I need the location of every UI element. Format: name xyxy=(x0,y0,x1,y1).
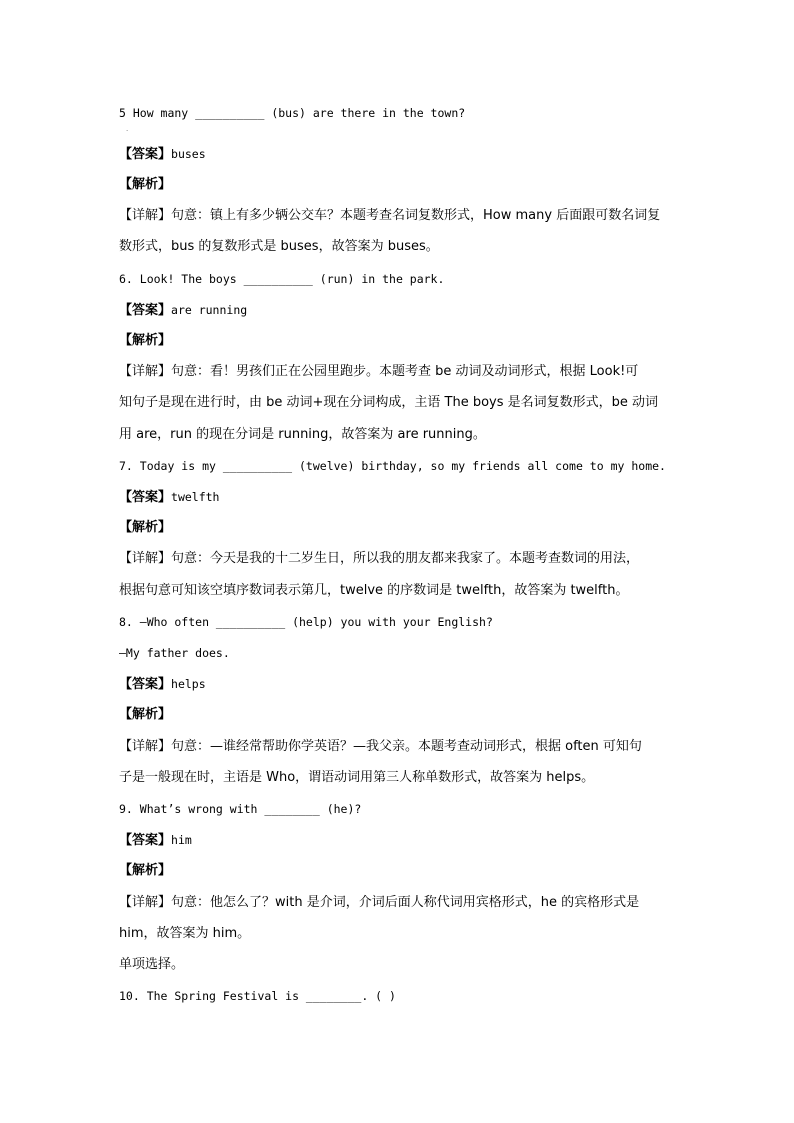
question-6: 6. Look! The boys __________ (run) in the park. xyxy=(119,272,445,286)
question-8-response: —My father does. xyxy=(119,646,230,660)
analysis-label: 【解析】 xyxy=(119,333,172,348)
detail-line: 根据句意可知该空填序数词表示第几，twelve 的序数词是 twelfth，故答案为 twelfth。 xyxy=(119,583,629,598)
answer-text: helps xyxy=(171,677,206,691)
analysis-label: 【解析】 xyxy=(119,707,172,722)
answer-label: 【答案】 xyxy=(119,490,172,505)
detail-line: him，故答案为 him。 xyxy=(119,926,251,941)
answer-text: are running xyxy=(171,303,248,317)
analysis-label: 【解析】 xyxy=(119,863,172,878)
detail-line: 用 are，run 的现在分词是 running，故答案为 are running。 xyxy=(119,427,486,442)
answer-text: him xyxy=(171,833,192,847)
detail-line: 数形式，bus 的复数形式是 buses，故答案为 buses。 xyxy=(119,239,439,254)
section-heading: 单项选择。 xyxy=(119,957,185,972)
answer-label: 【答案】 xyxy=(119,303,172,318)
question-5: 5 How many __________ (bus) are there in the town? xyxy=(119,106,466,120)
detail-line: 【详解】句意：今天是我的十二岁生日，所以我的朋友都来我家了。本题考查数词的用法， xyxy=(119,551,640,566)
answer-line-7 xyxy=(119,488,219,507)
analysis-label: 【解析】 xyxy=(119,520,172,535)
detail-line: 知句子是现在进行时，由 be 动词+现在分词构成，主语 The boys 是名词复数形式，be 动词 xyxy=(119,395,659,410)
question-7: 7. Today is my __________ (twelve) birthday, so my friends all come to my home. xyxy=(119,459,666,473)
answer-text: buses xyxy=(171,147,206,161)
stray-dot: . xyxy=(126,125,129,133)
answer-line-8 xyxy=(119,675,206,694)
answer-line-6 xyxy=(119,301,247,320)
answer-label: 【答案】 xyxy=(119,833,172,848)
detail-line: 子是一般现在时，主语是 Who，谓语动词用第三人称单数形式，故答案为 helps。 xyxy=(119,770,595,785)
question-10: 10. The Spring Festival is ________. ( ) xyxy=(119,989,396,1003)
answer-label: 【答案】 xyxy=(119,147,172,162)
answer-label: 【答案】 xyxy=(119,677,172,692)
detail-line: 【详解】句意：—谁经常帮助你学英语？—我父亲。本题考查动词形式，根据 often 可知句 xyxy=(119,739,642,754)
question-9: 9. What’s wrong with ________ (he)? xyxy=(119,802,362,816)
question-8: 8. —Who often __________ (help) you with your English? xyxy=(119,615,493,629)
detail-line: 【详解】句意：他怎么了？with 是介词，介词后面人称代词用宾格形式，he 的宾格形式是 xyxy=(119,895,640,910)
detail-line: 【详解】句意：看！男孩们正在公园里跑步。本题考查 be 动词及动词形式，根据 Look!可 xyxy=(119,364,639,379)
detail-line: 【详解】句意：镇上有多少辆公交车？本题考查名词复数形式，How many 后面跟可数名词复 xyxy=(119,208,661,223)
answer-line-9 xyxy=(119,831,192,850)
answer-text: twelfth xyxy=(171,490,220,504)
answer-line-5 xyxy=(119,145,206,164)
analysis-label: 【解析】 xyxy=(119,177,172,192)
